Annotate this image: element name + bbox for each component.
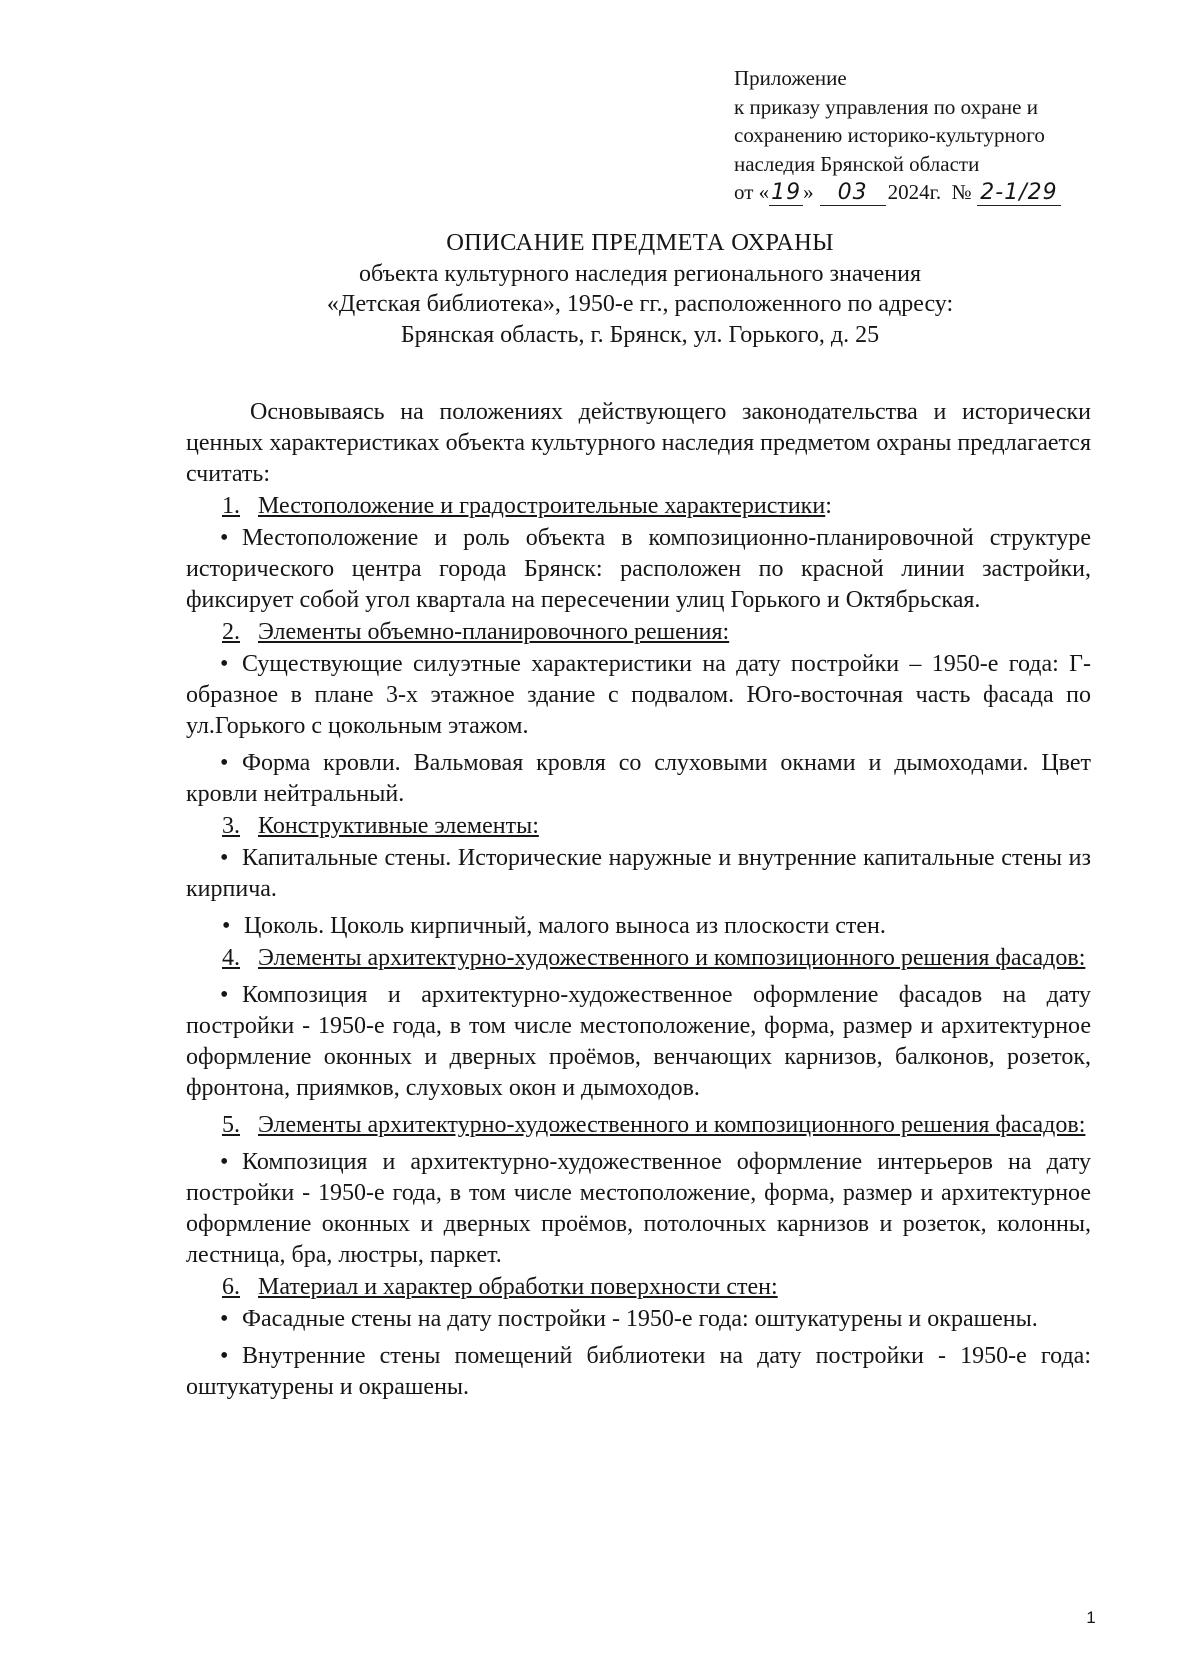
bullet-paragraph <box>186 748 1091 810</box>
section-number: 1. <box>222 493 240 519</box>
bullet-text: Капитальные стены. Исторические наружные и внутренние капитальные стены из кирпича. <box>186 845 1091 902</box>
section-number: 6. <box>222 1274 240 1300</box>
document-subtitle: объекта культурного наследия регионального значения <box>358 260 922 287</box>
section-number: 3. <box>222 813 240 839</box>
bullet-text: Композиция и архитектурно-художественное оформление фасадов на дату постройки - 1950-е года, в том числе местоположение, форма, размер и архитектурное оформление оконных и дверных проёмов, венчающих карнизов, балконов, розеток, фронтона, приямков, слуховых окон и дымоходов. <box>186 982 1091 1101</box>
bullet-text: Внутренние стены помещений библиотеки на дату постройки - 1950-е года: оштукатурены и окрашены. <box>186 1343 1091 1400</box>
document-address: Брянская область, г. Брянск, ул. Горького, д. 25 <box>400 321 880 348</box>
section-title: Конструктивные элементы: <box>258 813 539 839</box>
section-heading <box>186 943 1091 974</box>
bullet-paragraph <box>186 649 1091 742</box>
bullet-icon: • <box>220 651 229 677</box>
bullet-text: Форма кровли. Вальмовая кровля со слуховыми окнами и дымоходами. Цвет кровли нейтральный. <box>186 750 1091 807</box>
date-year: 2024г. <box>887 180 942 205</box>
handwritten-month: 03 <box>820 181 886 206</box>
handwritten-number: 2-1/29 <box>977 181 1061 206</box>
bullet-text: Существующие силуэтные характеристики на дату постройки – 1950-е года: Г-образное в плане 3-х этажное здание с подвалом. Юго-восточная часть фасада по ул.Горького с цокольным этажом. <box>186 651 1091 739</box>
bullet-paragraph <box>186 843 1091 905</box>
appendix-header <box>734 64 1154 207</box>
bullet-icon: • <box>220 750 229 776</box>
section-title: Элементы объемно-планировочного решения: <box>258 619 730 645</box>
bullet-icon: • <box>220 1149 229 1175</box>
bullet-paragraph <box>186 1147 1091 1271</box>
bullet-text: Местоположение и роль объекта в композиционно-планировочной структуре исторического центра города Брянск: расположен по красной линии застройки, фиксирует собой угол квартала на пересечении улиц Горького и Октябрьская. <box>186 525 1091 613</box>
section-heading <box>186 811 1091 842</box>
date-mid: » <box>803 180 814 205</box>
section-heading <box>186 1110 1091 1141</box>
section-title: Элементы архитектурно-художественного и композиционного решения фасадов: <box>258 945 1086 971</box>
bullet-paragraph <box>186 911 1091 942</box>
bullet-icon: • <box>220 1306 229 1332</box>
section-number: 4. <box>222 945 240 971</box>
bullet-text: Фасадные стены на дату постройки - 1950-е года: оштукатурены и окрашены. <box>242 1306 1038 1332</box>
bullet-text: Цоколь. Цоколь кирпичный, малого выноса из плоскости стен. <box>244 913 886 939</box>
document-subtitle: «Детская библиотека», 1950-е гг., расположенного по адресу: <box>326 291 954 317</box>
handwritten-day: 19 <box>771 180 802 206</box>
section-heading <box>186 491 1091 522</box>
page-number: 1 <box>1086 1608 1096 1627</box>
appendix-line: Приложение <box>734 66 847 90</box>
bullet-paragraph <box>186 523 1091 616</box>
bullet-icon: • <box>220 845 229 871</box>
section-title: Местоположение и градостроительные характеристики <box>258 493 826 519</box>
intro-paragraph: Основываясь на положениях действующего законодательства и исторически ценных характеристиках объекта культурного наследия предметом охраны предлагается считать: <box>186 399 1091 487</box>
document-title-block <box>150 228 1130 350</box>
appendix-line: сохранению историко-культурного <box>734 123 1045 148</box>
bullet-icon: • <box>220 982 229 1008</box>
section-number: 2. <box>222 619 240 645</box>
appendix-date-line <box>734 178 1154 207</box>
appendix-line: наследия Брянской области <box>734 151 980 176</box>
section-title: Материал и характер обработки поверхности стен: <box>258 1274 778 1300</box>
section-title-suffix: : <box>825 493 832 519</box>
bullet-icon: • <box>220 525 229 551</box>
bullet-icon: • <box>220 1343 229 1369</box>
appendix-line: к приказу управления по охране и <box>734 94 1038 119</box>
bullet-text: Композиция и архитектурно-художественное оформление интерьеров на дату постройки - 1950-е года, в том числе местоположение, форма, размер и архитектурное оформление оконных и дверных проёмов, потолочных карнизов и розеток, колонны, лестница, бра, люстры, паркет. <box>186 1149 1091 1268</box>
section-heading <box>186 1272 1091 1303</box>
document-body <box>186 397 1091 1403</box>
section-number: 5. <box>222 1112 240 1138</box>
bullet-paragraph <box>186 980 1091 1104</box>
number-sign: № <box>951 180 972 205</box>
date-prefix: от « <box>734 180 770 205</box>
bullet-paragraph <box>186 1341 1091 1403</box>
bullet-paragraph <box>186 1304 1091 1335</box>
bullet-icon: • <box>222 913 231 939</box>
section-heading <box>186 617 1091 648</box>
section-title: Элементы архитектурно-художественного и композиционного решения фасадов: <box>258 1112 1086 1138</box>
document-title: ОПИСАНИЕ ПРЕДМЕТА ОХРАНЫ <box>446 229 834 256</box>
